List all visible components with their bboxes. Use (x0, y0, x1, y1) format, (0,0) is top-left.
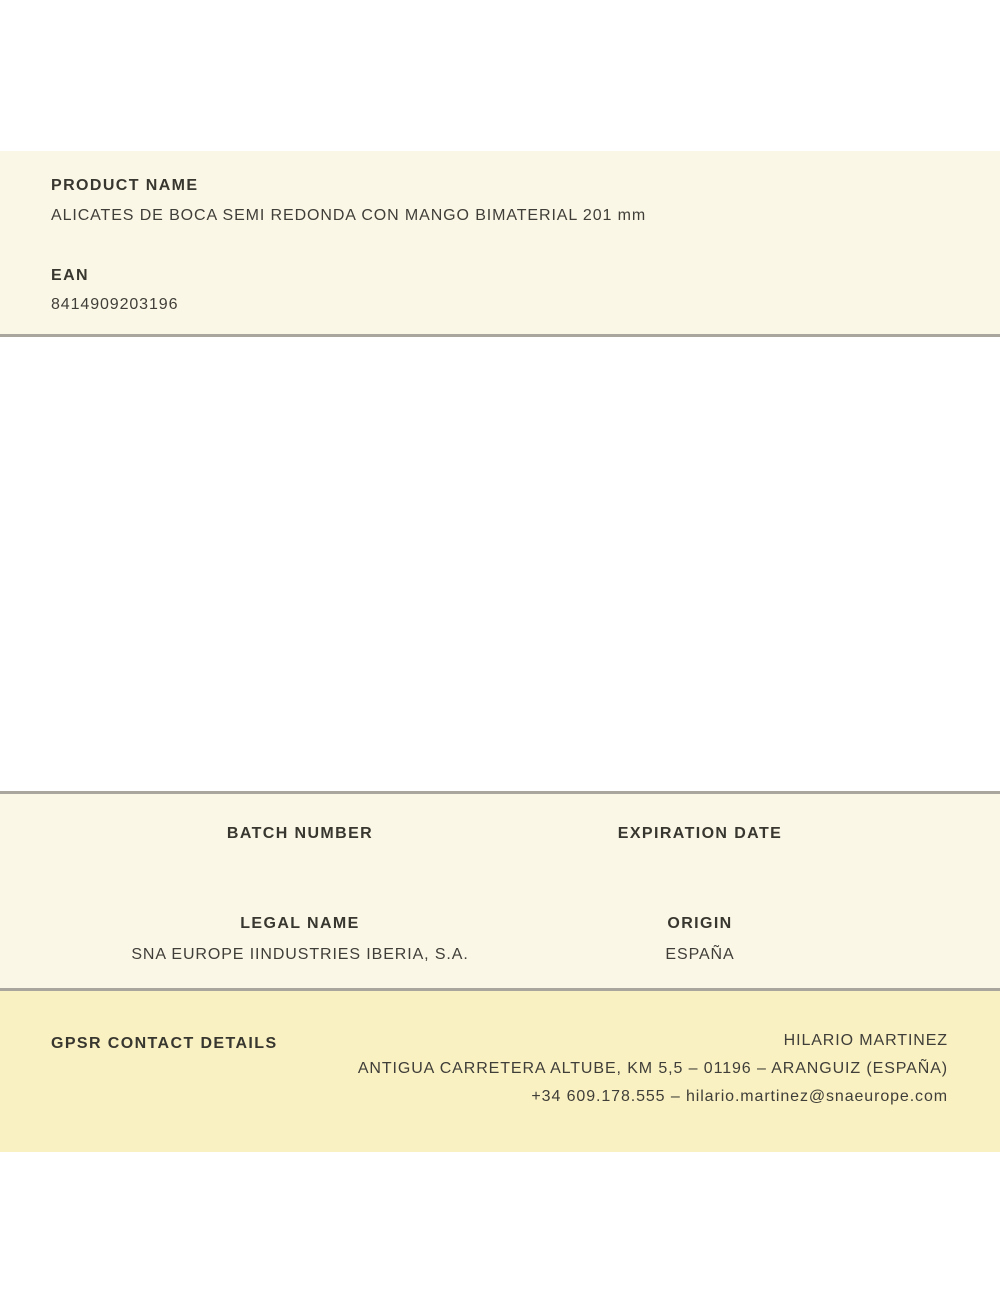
product-section (0, 151, 1000, 337)
gpsr-contact-address: ANTIGUA CARRETERA ALTUBE, KM 5,5 – 01196 – ARANGUIZ (ESPAÑA) (357, 1060, 948, 1077)
origin-value: ESPAÑA (665, 946, 735, 963)
legal-name-label: LEGAL NAME (240, 915, 360, 932)
batch-number-label: BATCH NUMBER (226, 825, 374, 842)
gpsr-contact-name: HILARIO MARTINEZ (783, 1032, 948, 1049)
batch-section (0, 791, 1000, 991)
origin-cell (500, 915, 900, 964)
gpsr-contact-block (358, 1027, 948, 1111)
expiration-date-label: EXPIRATION DATE (617, 825, 783, 842)
batch-number-cell (100, 825, 500, 856)
product-name-value: ALICATES DE BOCA SEMI REDONDA CON MANGO BIMATERIAL 201 mm (51, 207, 647, 224)
origin-label: ORIGIN (667, 915, 733, 932)
legal-name-value: SNA EUROPE IINDUSTRIES IBERIA, S.A. (131, 946, 469, 963)
legal-name-cell (100, 915, 500, 964)
ean-value: 8414909203196 (51, 296, 179, 313)
expiration-date-cell (500, 825, 900, 856)
gpsr-section (0, 991, 1000, 1152)
ean-label: EAN (51, 267, 89, 284)
gpsr-contact-details-title: GPSR CONTACT DETAILS (51, 1035, 278, 1052)
product-name-label: PRODUCT NAME (51, 177, 199, 194)
gpsr-contact-phone-email: +34 609.178.555 – hilario.martinez@snaeurope.com (531, 1088, 948, 1105)
